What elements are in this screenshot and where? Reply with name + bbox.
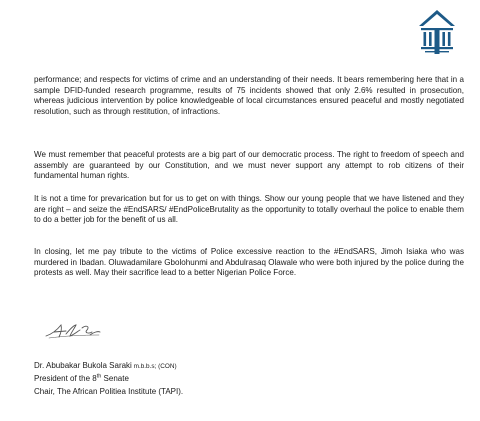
- signatory-title-prefix: President of the 8: [34, 374, 97, 384]
- signature-block: [34, 360, 464, 398]
- paragraph-peaceful-protests: We must remember that peaceful protests are a big part of our democratic process. The right to freedom of speech and assembly are guaranteed by our Constitution, and we must never support any attempt to rob citizens of their fundamental human rights.: [34, 150, 464, 181]
- paragraph-tribute-victims: In closing, let me pay tribute to the victims of Police excessive reaction to the #EndSARS, Jimoh Isiaka who was murdered in Ibadan. Oluwadamilare Gbolohunmi and Abdulrasaq Olawale who were both injured by the police during the protests as well. May their sacrifice lead to a better Nigerian Police Force.: [34, 247, 464, 278]
- signatory-title: [34, 373, 464, 385]
- signatory-title-suffix: Senate: [101, 374, 129, 384]
- handwritten-signature: [44, 319, 102, 341]
- signatory-name: Dr. Abubakar Bukola Saraki: [34, 361, 132, 370]
- paragraph-research-findings: performance; and respects for victims of crime and an understanding of their needs. It bears remembering here that in a sample DFID-funded research programme, results of 75 incidents showed that only 2.6% resulted in prosecution, whereas judicious intervention by police knowledgeable of local circumstances ensured peaceful and mostly negotiated resolution, such as through restitution, of infractions.: [34, 75, 464, 116]
- paragraph-endsars-opportunity: It is not a time for prevarication but for us to get on with things. Show our young people that we have listened and they are right – and seize the #EndSARS/ #EndPoliceBrutality as the opportunity to totally overhaul the police to enable them to do a better job for the benefit of us all.: [34, 194, 464, 225]
- signatory-name-line: [34, 360, 464, 373]
- signatory-title-sup: th: [96, 373, 102, 380]
- institute-logo-icon: [418, 9, 456, 57]
- signatory-credentials: m.b.b.s; (CON): [131, 363, 177, 370]
- signatory-chair: Chair, The African Politiea Institute (TAPI).: [34, 386, 184, 396]
